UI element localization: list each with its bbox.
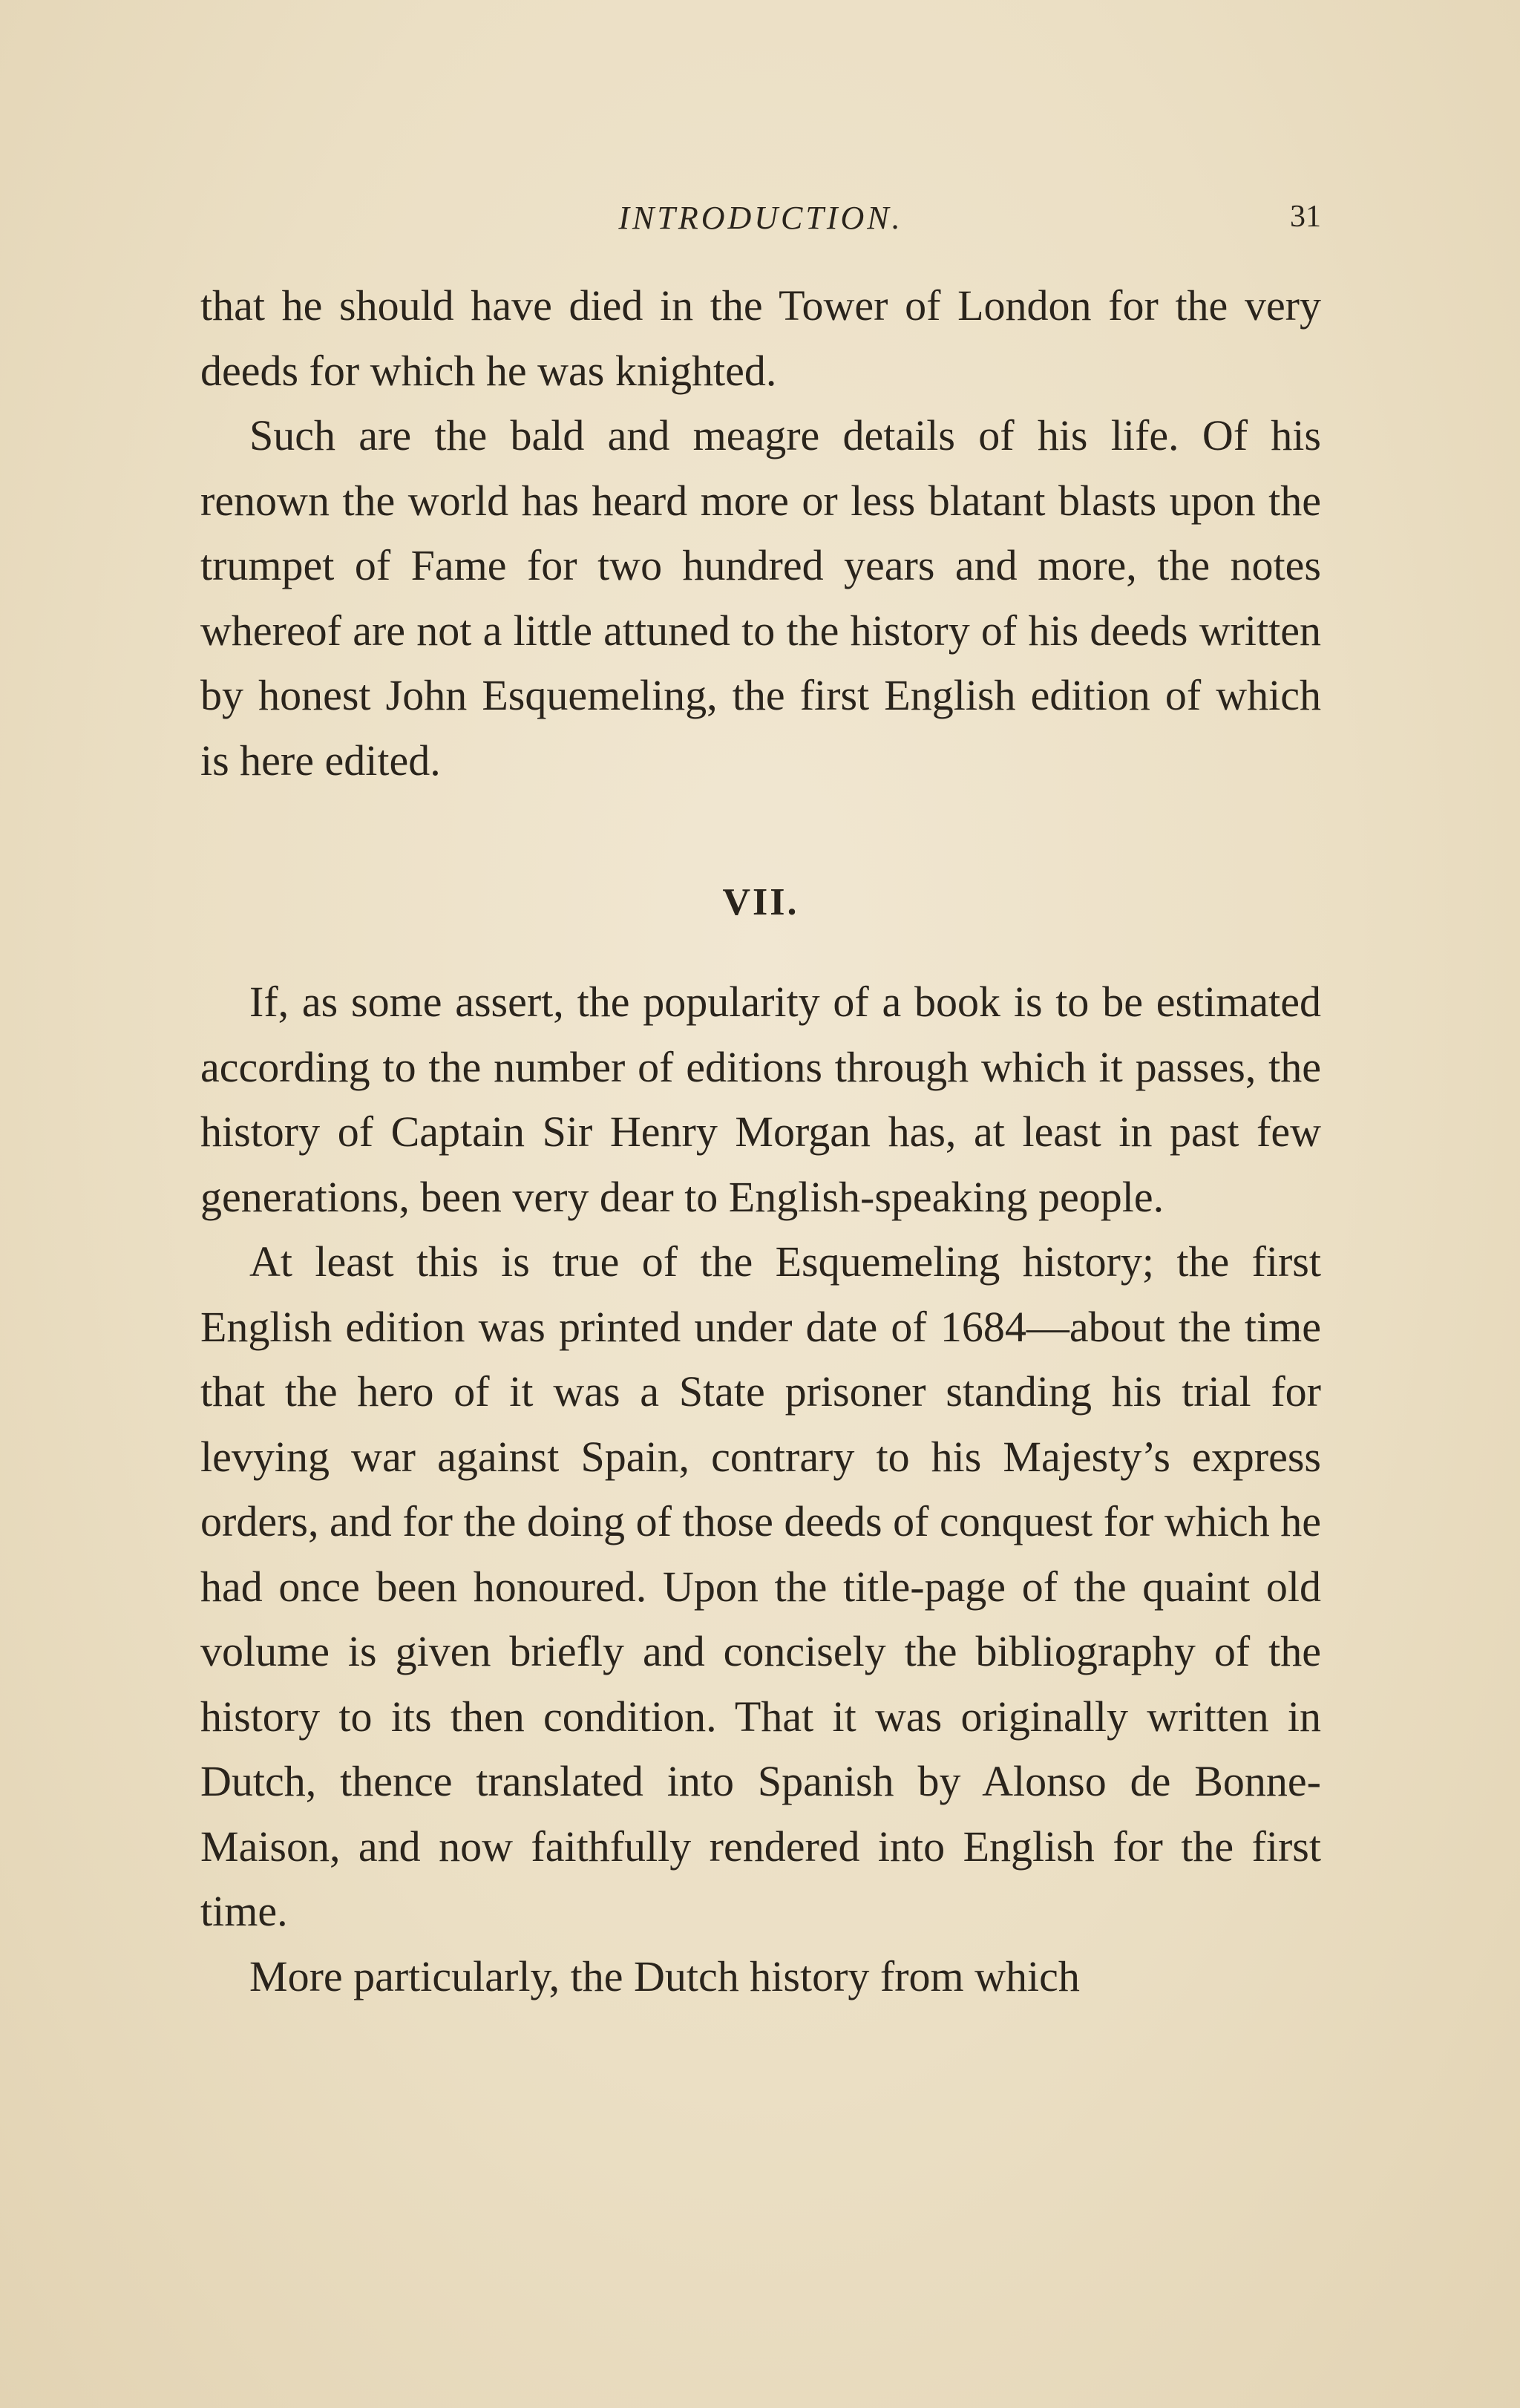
paragraph-continued: that he should have died in the Tower of London for the very deeds for which he was knighted. xyxy=(200,281,1321,395)
page-number: 31 xyxy=(1290,200,1321,234)
paragraph-first-edition: At least this is true of the Esquemeling history; the first English edition was printed under date of 1684—about the time that the hero of it was a State prisoner standing his trial for levying war against Spain, contrary to his Majesty’s express orders, and for the doing of those deeds of conquest for which he had once been honoured. Upon the title-page of the quaint old volume is given briefly and concisely the bibliography of the history to its then condition. That it was originally written in Dutch, thence translated into Spanish by Alonso de Bonne-Maison, and now faithfully rendered into English for the first time. xyxy=(200,1237,1321,1935)
paragraph-morgan-renown: Such are the bald and meagre details of his life. Of his renown the world has heard more or less blatant blasts upon the trumpet of Fame for two hundred years and more, the notes whereof are not a little attuned to the history of his deeds written by honest John Esquemeling, the first English edition of which is here edited. xyxy=(200,411,1321,785)
running-head: INTRODUCTION. xyxy=(618,200,903,236)
section-heading: VII. xyxy=(722,881,799,923)
paragraph-dutch-history: More particularly, the Dutch history from which xyxy=(249,1951,1080,2000)
page-header xyxy=(200,199,1321,243)
paragraph-popularity: If, as some assert, the popularity of a book is to be estimated according to the number of editions through which it passes, the history of Captain Sir Henry Morgan has, at least in past few generations, been very dear to English-speaking people. xyxy=(200,978,1321,1221)
body-text xyxy=(200,273,1321,2009)
